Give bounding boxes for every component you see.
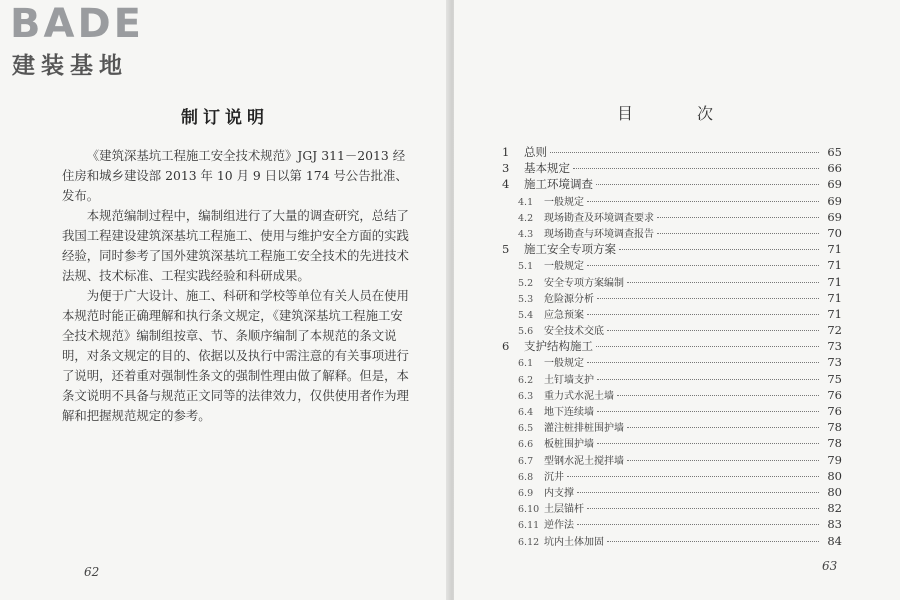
toc-entry-label: 沉井 (544, 471, 564, 483)
toc-dot-leader (627, 459, 819, 461)
explanation-text (62, 146, 414, 426)
toc-entry[interactable] (502, 516, 842, 532)
toc-entry-label: 基本规定 (524, 161, 570, 176)
toc-dot-leader (607, 329, 819, 331)
toc-entry[interactable] (502, 306, 842, 322)
toc-entry[interactable] (502, 484, 842, 500)
toc-entry-number: 4.2 (518, 212, 534, 224)
toc-entry-number: 6.11 (518, 520, 540, 532)
toc-entry-page: 69 (827, 209, 842, 224)
toc-entry-page: 72 (827, 323, 842, 338)
toc-entry-number: 5 (502, 242, 510, 257)
toc-dot-leader (587, 200, 819, 202)
toc-entry-page: 65 (827, 145, 842, 159)
toc-entry[interactable] (502, 209, 842, 225)
toc-entry-label: 重力式水泥土墙 (544, 390, 614, 402)
toc-dot-leader (587, 313, 819, 315)
toc-entry[interactable] (502, 160, 842, 176)
toc-entry-label: 总则 (524, 145, 547, 159)
toc-dot-leader (627, 426, 819, 428)
toc-entry-page: 73 (827, 355, 842, 370)
toc-entry-number: 6.3 (518, 390, 534, 402)
toc-entry-label: 应急预案 (544, 309, 584, 321)
toc-entry-number: 1 (502, 145, 510, 159)
toc-entry-label: 危险源分析 (544, 293, 594, 305)
toc-entry[interactable] (502, 387, 842, 403)
toc-entry-page: 80 (827, 468, 842, 483)
toc-entry-label: 现场勘查及环境调查要求 (544, 212, 654, 224)
toc-dot-leader (587, 507, 819, 509)
toc-entry-number: 6.10 (518, 504, 540, 516)
toc-dot-leader (567, 475, 819, 477)
toc-entry[interactable] (502, 435, 842, 451)
toc-dot-leader (619, 248, 819, 250)
logo-mark: BADE (10, 1, 144, 47)
toc-dot-leader (573, 167, 819, 169)
toc-entry[interactable] (502, 371, 842, 387)
toc-entry-number: 4.3 (518, 228, 534, 240)
toc-dot-leader (657, 232, 819, 234)
paragraph: 本规范编制过程中，编制组进行了大量的调查研究，总结了我国工程建设建筑深基坑工程施工、使用与维护安全方面的实践经验，同时参考了国外建筑深基坑工程施工安全技术的先进技术法规、技术标准、工程实践经验和科研成果。 (62, 208, 409, 283)
toc-dot-leader (587, 264, 819, 266)
toc-entry-page: 66 (827, 161, 842, 176)
toc-dot-leader (577, 523, 819, 525)
paragraph: 《建筑深基坑工程施工安全技术规范》JGJ 311－2013 经住房和城乡建设部 2013 年 10 月 9 日以第 174 号公告批准、发布。 (62, 148, 408, 203)
toc-entry-label: 地下连续墙 (544, 407, 594, 418)
toc-dot-leader (607, 540, 819, 542)
toc-entry[interactable] (502, 354, 842, 370)
toc-entry-page: 71 (827, 274, 842, 289)
toc-entry-label: 一般规定 (544, 261, 584, 273)
toc-entry-page: 69 (827, 177, 842, 192)
toc-dot-leader (597, 297, 819, 299)
toc-entry-page: 79 (827, 452, 842, 467)
toc-entry[interactable] (502, 290, 842, 306)
toc-entry-number: 6.12 (518, 536, 540, 548)
toc-entry-number: 6.1 (518, 358, 534, 370)
toc-entry[interactable] (502, 176, 842, 192)
toc-entry-label: 安全专项方案编制 (544, 277, 624, 289)
toc-entry-number: 6.4 (518, 407, 534, 418)
page-title: 制订说明 (181, 108, 269, 128)
toc-entry-page: 73 (827, 339, 842, 354)
toc-entry-label: 现场勘查与环境调查报告 (544, 228, 654, 240)
toc-entry-page: 76 (827, 404, 842, 418)
toc-entry-page: 84 (827, 533, 842, 548)
toc-entry-page: 71 (827, 242, 842, 257)
toc-entry[interactable] (502, 241, 842, 257)
toc-entry[interactable] (502, 452, 842, 468)
toc-entry-number: 3 (502, 161, 510, 176)
toc-entry-number: 4.1 (518, 196, 534, 208)
toc-entry[interactable] (502, 533, 842, 549)
toc-entry[interactable] (502, 193, 842, 209)
toc-entry-page: 78 (827, 436, 842, 451)
toc-entry-label: 安全技术交底 (544, 326, 604, 338)
toc-entry-page: 76 (827, 387, 842, 402)
paragraph: 为便于广大设计、施工、科研和学校等单位有关人员在使用本规范时能正确理解和执行条文规定，《建筑深基坑工程施工安全技术规范》编制组按章、节、条顺序编制了本规范的条文说明，对条文规定的目的、依据以及执行中需注意的有关事项进行了说明，还着重对强制性条文的强制性理由做了解释。但是，本条文说明不具备与规范正文同等的法律效力，仅供使用者作为理解和把握规范规定的参考。 (62, 288, 409, 423)
toc-entry-page: 71 (827, 290, 842, 305)
page-number-right: 63 (822, 559, 838, 573)
toc-entry-label: 坑内土体加固 (544, 536, 604, 548)
toc-entry-page: 82 (827, 501, 842, 516)
toc-entry-number: 6.5 (518, 423, 534, 435)
toc-entry-number: 6.2 (518, 374, 534, 386)
toc-entry[interactable] (502, 257, 842, 273)
toc-entry-page: 78 (827, 420, 842, 435)
toc-entry-page: 70 (827, 225, 842, 240)
logo-subtitle: 建装基地 (12, 53, 128, 79)
toc-entry[interactable] (502, 419, 842, 435)
toc-entry-number: 5.1 (518, 261, 534, 273)
toc-entry-page: 83 (827, 517, 842, 532)
toc-entry-number: 5.6 (518, 326, 534, 338)
toc-entry-number: 5.4 (518, 309, 534, 321)
toc-dot-leader (627, 281, 819, 283)
toc-entry[interactable] (502, 274, 842, 290)
table-of-contents (502, 144, 842, 549)
toc-entry-page: 75 (827, 371, 842, 386)
toc-dot-leader (597, 378, 819, 380)
toc-entry-number: 5.2 (518, 277, 534, 289)
toc-entry-label: 内支撑 (544, 487, 574, 499)
toc-entry-number: 4 (502, 177, 510, 192)
toc-dot-leader (657, 216, 819, 218)
toc-dot-leader (596, 183, 819, 185)
toc-entry-page: 80 (827, 484, 842, 499)
toc-entry-number: 5.3 (518, 293, 534, 305)
toc-entry-number: 6.7 (518, 455, 534, 467)
toc-dot-leader (597, 442, 819, 444)
toc-entry[interactable] (502, 225, 842, 241)
toc-dot-leader (596, 345, 819, 347)
toc-entry-label: 施工安全专项方案 (524, 242, 616, 257)
toc-entry-label: 板桩围护墙 (544, 439, 594, 451)
toc-dot-leader (597, 410, 819, 412)
page-number-left: 62 (84, 565, 100, 579)
toc-entry[interactable] (502, 403, 842, 419)
toc-entry[interactable] (502, 144, 842, 160)
toc-dot-leader (577, 491, 819, 493)
toc-dot-leader (550, 151, 819, 153)
toc-entry-number: 6.6 (518, 439, 534, 451)
toc-entry-label: 支护结构施工 (524, 339, 593, 354)
toc-dot-leader (587, 361, 819, 363)
toc-entry-number: 6 (502, 339, 510, 354)
toc-dot-leader (617, 394, 819, 396)
toc-entry-page: 71 (827, 306, 842, 321)
toc-entry-label: 灌注桩排桩围护墙 (544, 423, 624, 435)
toc-entry-label: 一般规定 (544, 196, 584, 208)
toc-entry-label: 一般规定 (544, 358, 584, 370)
toc-entry-label: 土层锚杆 (544, 504, 584, 516)
toc-entry-number: 6.8 (518, 471, 534, 483)
toc-entry[interactable] (502, 500, 842, 516)
bade-logo (10, 1, 180, 86)
toc-entry-number: 6.9 (518, 487, 534, 499)
toc-entry-label: 逆作法 (544, 520, 574, 532)
toc-title: 目 次 (616, 104, 737, 123)
toc-entry-page: 71 (827, 258, 842, 273)
toc-entry[interactable] (502, 468, 842, 484)
toc-entry-label: 施工环境调查 (524, 177, 593, 192)
toc-entry-label: 土钉墙支护 (544, 374, 594, 386)
toc-entry[interactable] (502, 322, 842, 338)
toc-entry-page: 69 (827, 193, 842, 208)
toc-entry[interactable] (502, 338, 842, 354)
right-page (454, 0, 900, 600)
toc-entry-label: 型钢水泥土搅拌墙 (544, 455, 624, 467)
